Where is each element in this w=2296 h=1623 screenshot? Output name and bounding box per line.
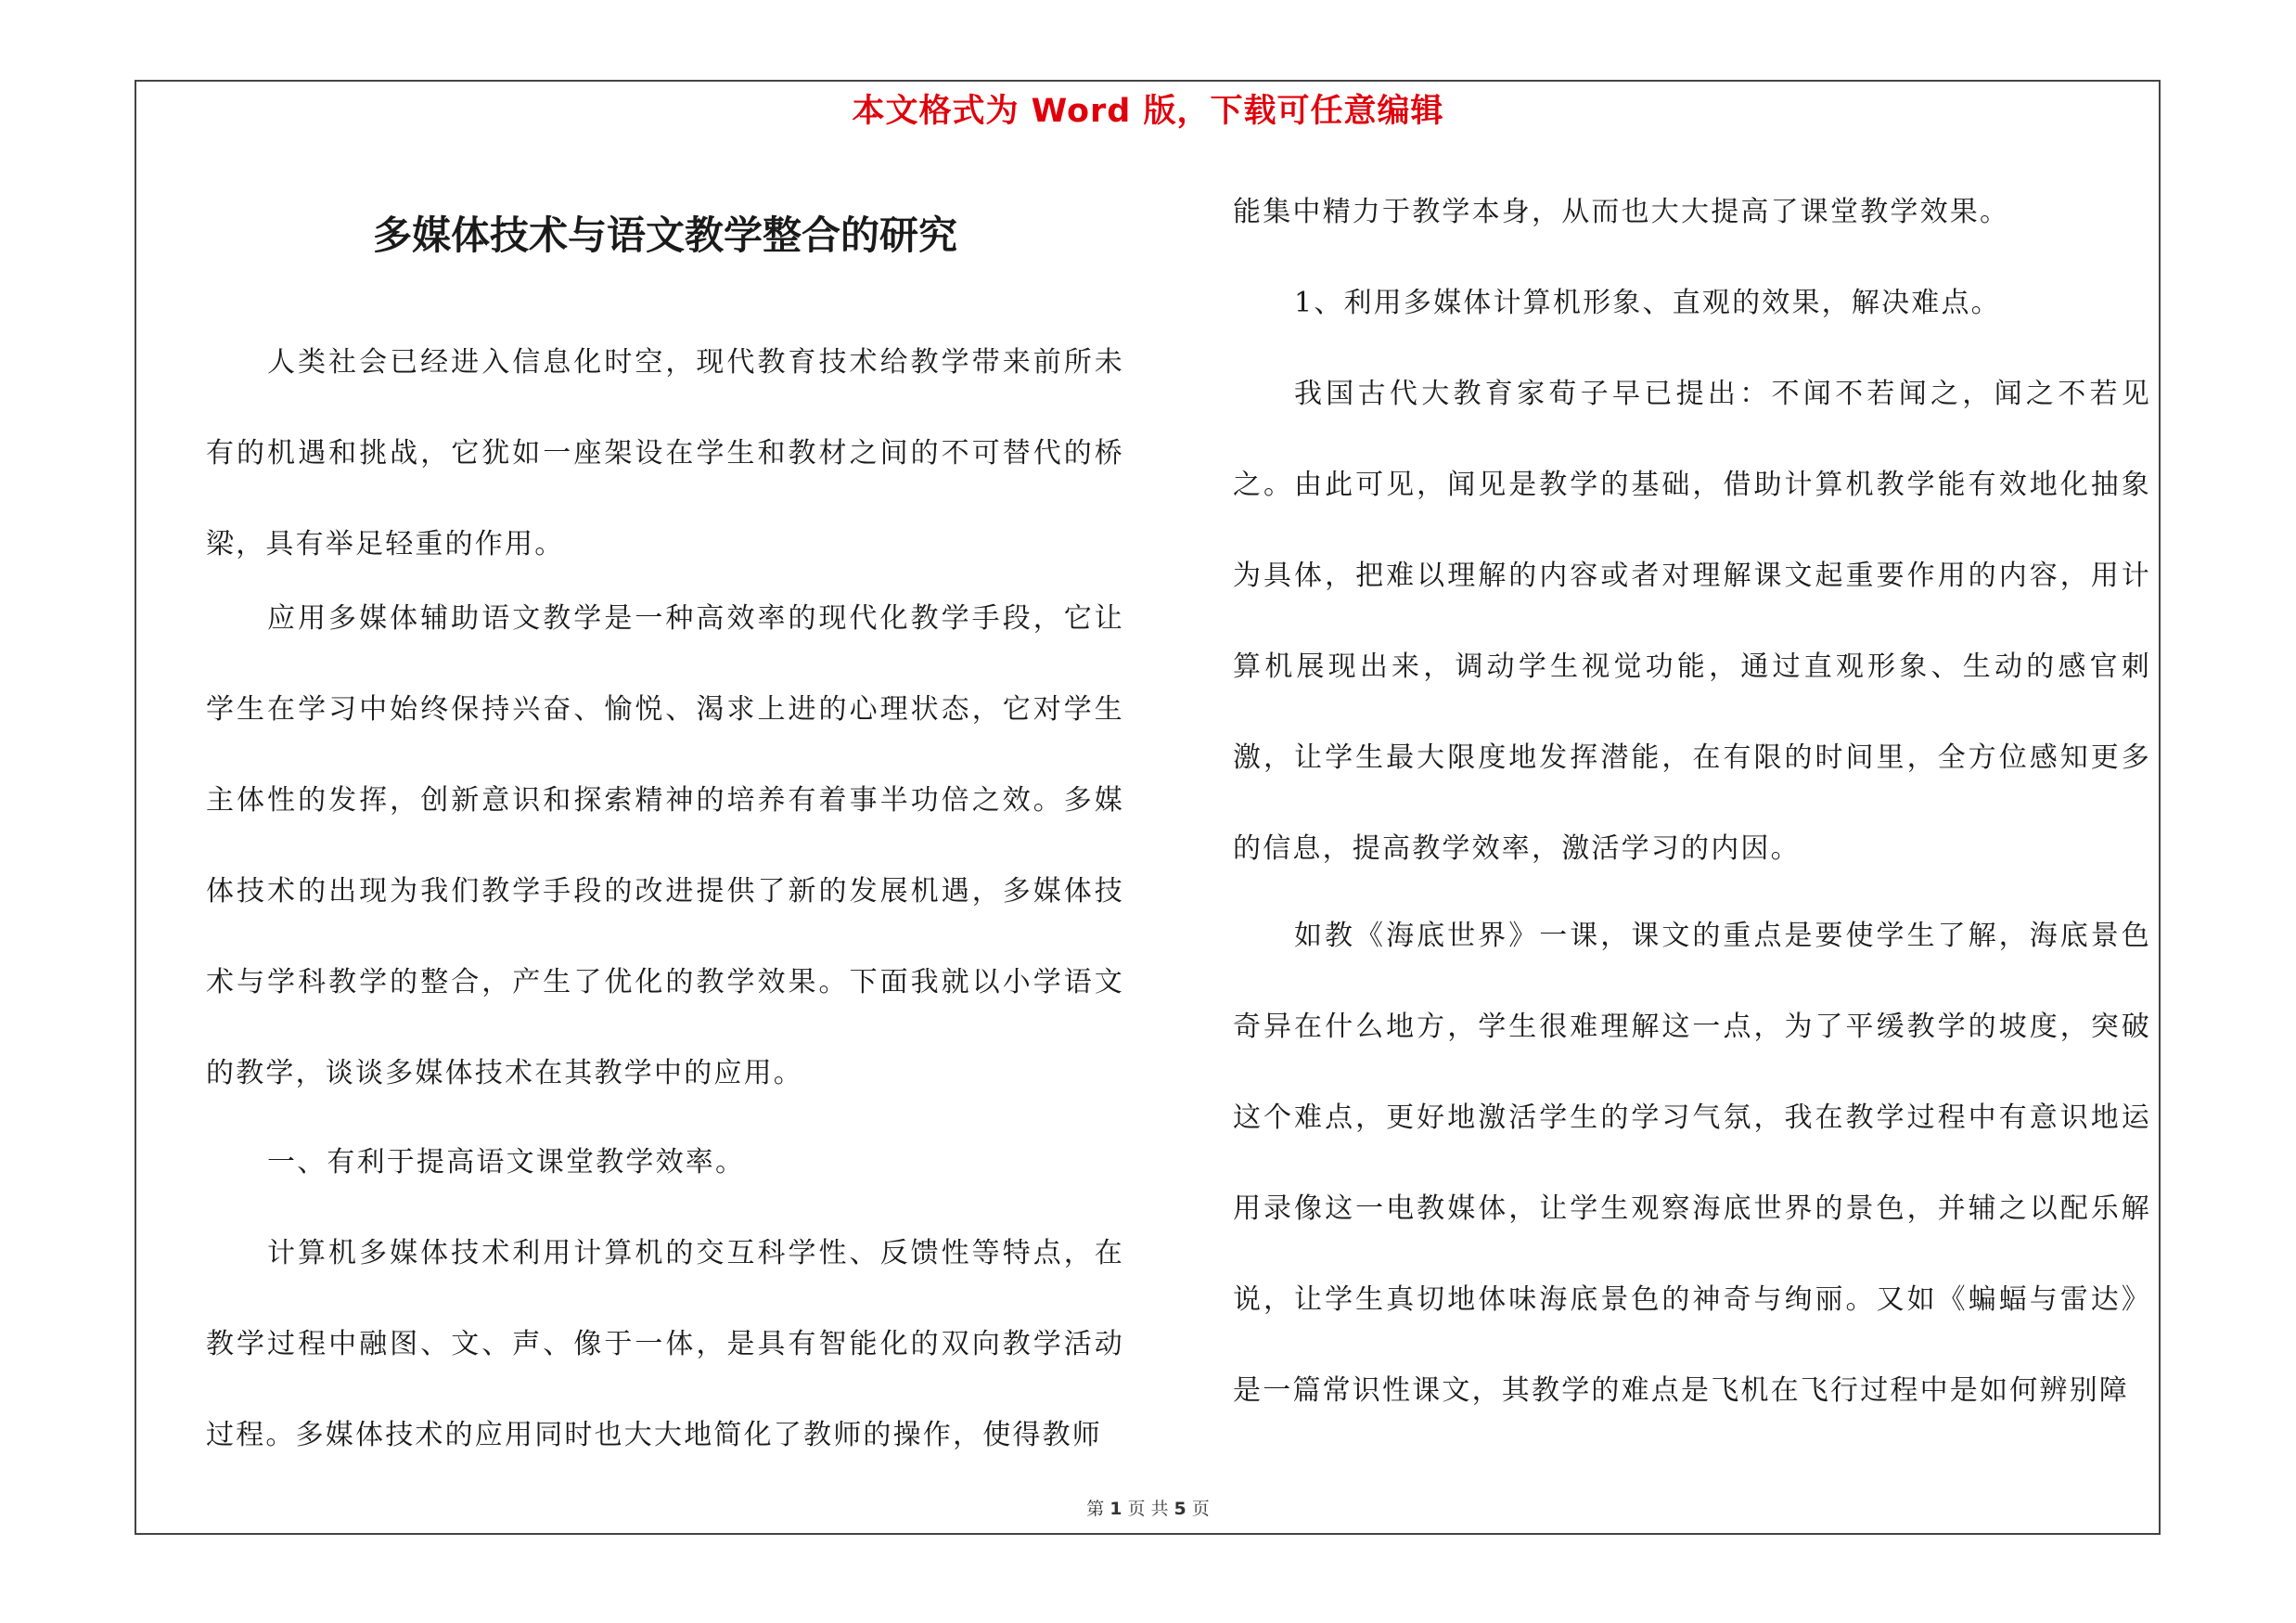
- paragraph-continuation: 能集中精力于教学本身，从而也大大提高了课堂教学效果。: [1233, 196, 2010, 228]
- footer-prefix: 第: [1086, 1499, 1105, 1519]
- paragraph-intro: 人类社会已经进入信息化时空，现代教育技术给教学带来前所未有的机遇和挑战，它犹如一座架设在学生和教材之间的不可替代的桥梁，具有举足轻重的作用。: [206, 346, 1124, 560]
- paragraph-computer-multimedia: 计算机多媒体技术利用计算机的交互科学性、反馈性等特点，在教学过程中融图、文、声、像于一体，是具有智能化的双向教学活动过程。多媒体技术的应用同时也大大地简化了教师的操作，使得教师: [206, 1237, 1124, 1451]
- paragraph-multimedia-application: 应用多媒体辅助语文教学是一种高效率的现代化教学手段，它让学生在学习中始终保持兴奋、愉悦、渴求上进的心理状态，它对学生主体性的发挥，创新意识和探索精神的培养有着事半功倍之效。多媒体技术的出现为我们教学手段的改进提供了新的发展机遇，多媒体技术与学科教学的整合，产生了优化的教学效果。下面我就以小学语文的教学，谈谈多媒体技术在其教学中的应用。: [206, 602, 1124, 1089]
- format-banner: [0, 93, 2296, 130]
- footer-middle: 页 共: [1127, 1499, 1169, 1519]
- total-page-count: 5: [1174, 1499, 1186, 1519]
- format-banner-text: 本文格式为 Word 版，下载可任意编辑: [852, 93, 1444, 130]
- paragraph-xunzi: 我国古代大教育家荀子早已提出：不闻不若闻之，闻之不若见之。由此可见，闻见是教学的基础，借助计算机教学能有效地化抽象为具体，把难以理解的内容或者对理解课文起重要作用的内容，用计算机展现出来，调动学生视觉功能，通过直观形象、生动的感官刺激，让学生最大限度地发挥潜能，在有限的时间里，全方位感知更多的信息，提高教学效率，激活学习的内因。: [1233, 378, 2151, 865]
- paragraph-example-lesson: 如教《海底世界》一课，课文的重点是要使学生了解，海底景色奇异在什么地方，学生很难理解这一点，为了平缓教学的坡度，突破这个难点，更好地激活学生的学习气氛，我在教学过程中有意识地运用录像这一电教媒体，让学生观察海底世界的景色，并辅之以配乐解说，让学生真切地体味海底景色的神奇与绚丽。又如《蝙蝠与雷达》是一篇常识性课文，其教学的难点是飞机在飞行过程中是如何辨别障: [1233, 920, 2151, 1407]
- document-title: 多媒体技术与语文教学整合的研究: [372, 213, 957, 258]
- current-page-number: 1: [1110, 1499, 1122, 1519]
- footer-suffix: 页: [1191, 1499, 1210, 1519]
- subsection-heading-1: 1、利用多媒体计算机形象、直观的效果，解决难点。: [1294, 287, 2001, 319]
- page-footer: [0, 1498, 2296, 1520]
- section-heading-1: 一、有利于提高语文课堂教学效率。: [267, 1146, 746, 1179]
